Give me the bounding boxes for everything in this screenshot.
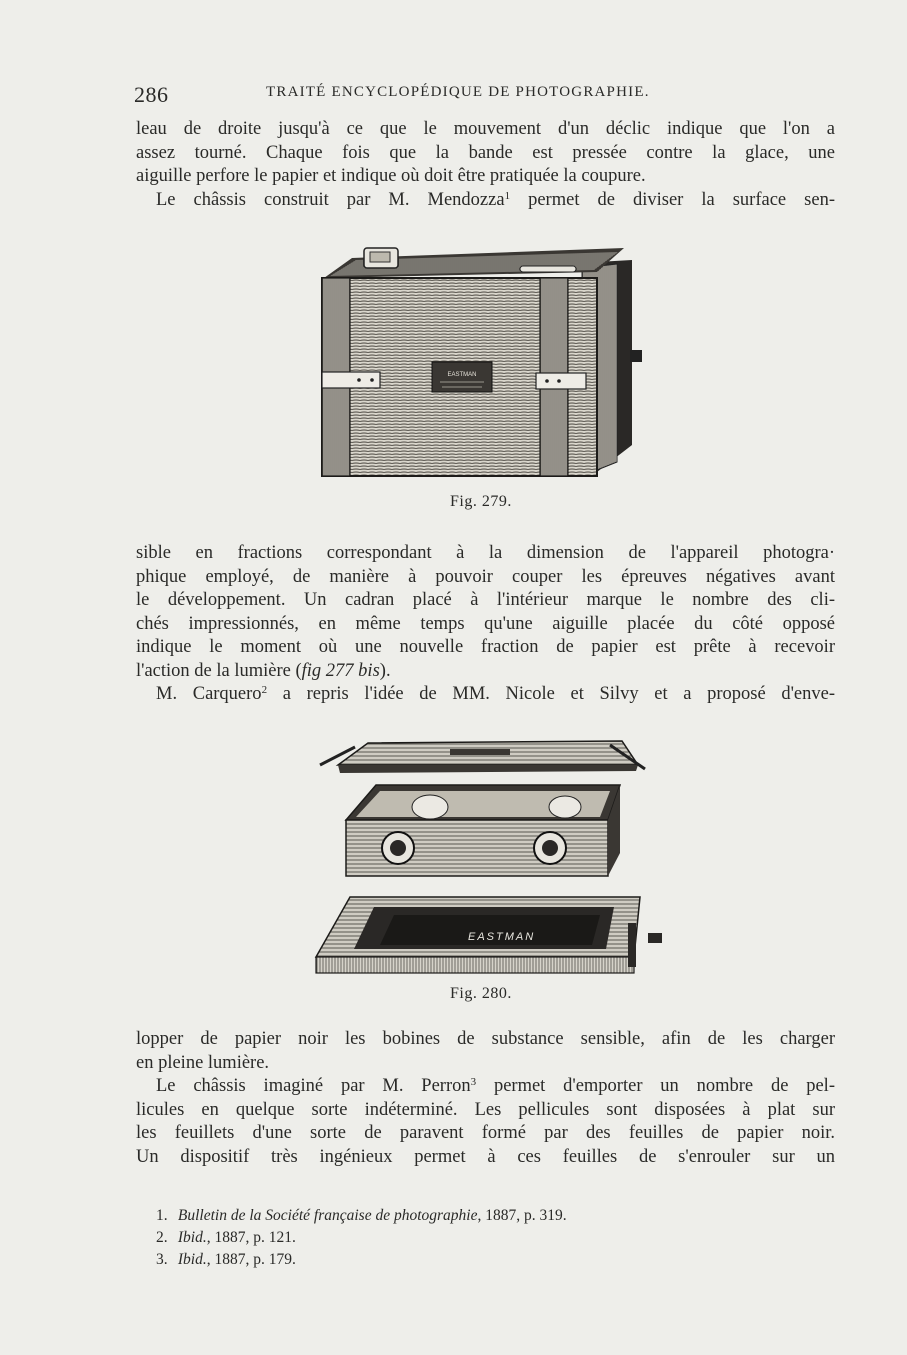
text-line: licules en quelque sorte indéterminé. Les pellicules sont disposées à plat sur <box>136 1099 835 1120</box>
text-line: sible en fractions correspondant à la dimension de l'appareil photogra· <box>136 543 835 563</box>
figure-279-illustration <box>312 240 652 485</box>
footnote-title: Ibid. <box>177 1229 207 1246</box>
paragraph-block-2 <box>136 542 835 707</box>
figure-279-caption: Fig. 279. <box>450 493 512 510</box>
footnotes <box>156 1205 567 1271</box>
paragraph-block-3 <box>136 1028 835 1169</box>
footnote-number: 3. <box>156 1251 168 1268</box>
footnote <box>156 1227 567 1249</box>
text-span: permet d'emporter un nombre de pel- <box>476 1076 835 1096</box>
figure-280-caption: Fig. 280. <box>450 985 512 1002</box>
footnote-number: 1. <box>156 1207 168 1224</box>
text-line: indique le moment où une nouvelle fraction de papier est prête à recevoir <box>136 637 835 657</box>
figure-reference: fig 277 bis <box>301 660 380 681</box>
footnote <box>156 1205 567 1227</box>
footnote-text: , 1887, p. 121. <box>206 1229 296 1246</box>
text-line: Un dispositif très ingénieux permet à ces feuilles de s'enrouler sur un <box>136 1146 835 1167</box>
frame-label: EASTMAN <box>468 931 536 943</box>
text-line <box>136 1075 835 1099</box>
footnote-ref: 3 <box>470 1076 477 1088</box>
paragraph-block-1 <box>136 118 835 212</box>
text-line: aiguille perfore le papier et indique où doit être pratiquée la coupure. <box>136 166 646 186</box>
footnote-number: 2. <box>156 1229 168 1246</box>
text-span: permet de diviser la surface sen- <box>510 189 835 210</box>
text-line: assez tourné. Chaque fois que la bande est pressée contre la glace, une <box>136 142 835 163</box>
text-line: lopper de papier noir les bobines de substance sensible, afin de les charger <box>136 1029 835 1049</box>
footnote-title: Ibid. <box>177 1251 207 1268</box>
nameplate-text: EASTMAN <box>447 372 477 378</box>
page-number: 286 <box>134 82 169 107</box>
footnote-ref: 1 <box>504 189 511 202</box>
figure-280-illustration <box>310 735 670 980</box>
text-span: l'action de la lumière ( <box>136 660 302 681</box>
text-line <box>136 660 835 684</box>
text-span: M. Carquero <box>156 684 262 704</box>
text-line: le développement. Un cadran placé à l'intérieur marque le nombre des cli- <box>136 590 835 610</box>
text-span: Le châssis construit par M. Mendozza <box>156 189 505 210</box>
footnote-title: Bulletin de la Société française de photographie <box>177 1207 478 1224</box>
page-header <box>134 78 839 108</box>
footnote-text: , 1887, p. 179. <box>206 1251 296 1268</box>
footnote-ref: 2 <box>261 684 268 696</box>
text-line: chés impressionnés, en même temps qu'une aiguille placée du côté opposé <box>136 613 835 634</box>
text-span: ). <box>379 660 391 681</box>
text-line <box>136 683 835 707</box>
text-line: leau de droite jusqu'à ce que le mouvement d'un déclic indique que l'on a <box>136 119 835 139</box>
text-span: a repris l'idée de MM. Nicole et Silvy et a proposé d'enve- <box>267 684 835 704</box>
running-head: TRAITÉ ENCYCLOPÉDIQUE DE PHOTOGRAPHIE. <box>266 84 650 100</box>
text-line: phique employé, de manière à pouvoir couper les épreuves négatives avant <box>136 566 835 587</box>
text-line: les feuillets d'une sorte de paravent formé par des feuilles de papier noir. <box>136 1123 835 1143</box>
text-line <box>136 189 835 213</box>
footnote-text: , 1887, p. 319. <box>477 1207 567 1224</box>
text-line: en pleine lumière. <box>136 1052 270 1073</box>
footnote <box>156 1249 567 1271</box>
text-span: Le châssis imaginé par M. Perron <box>156 1076 471 1096</box>
